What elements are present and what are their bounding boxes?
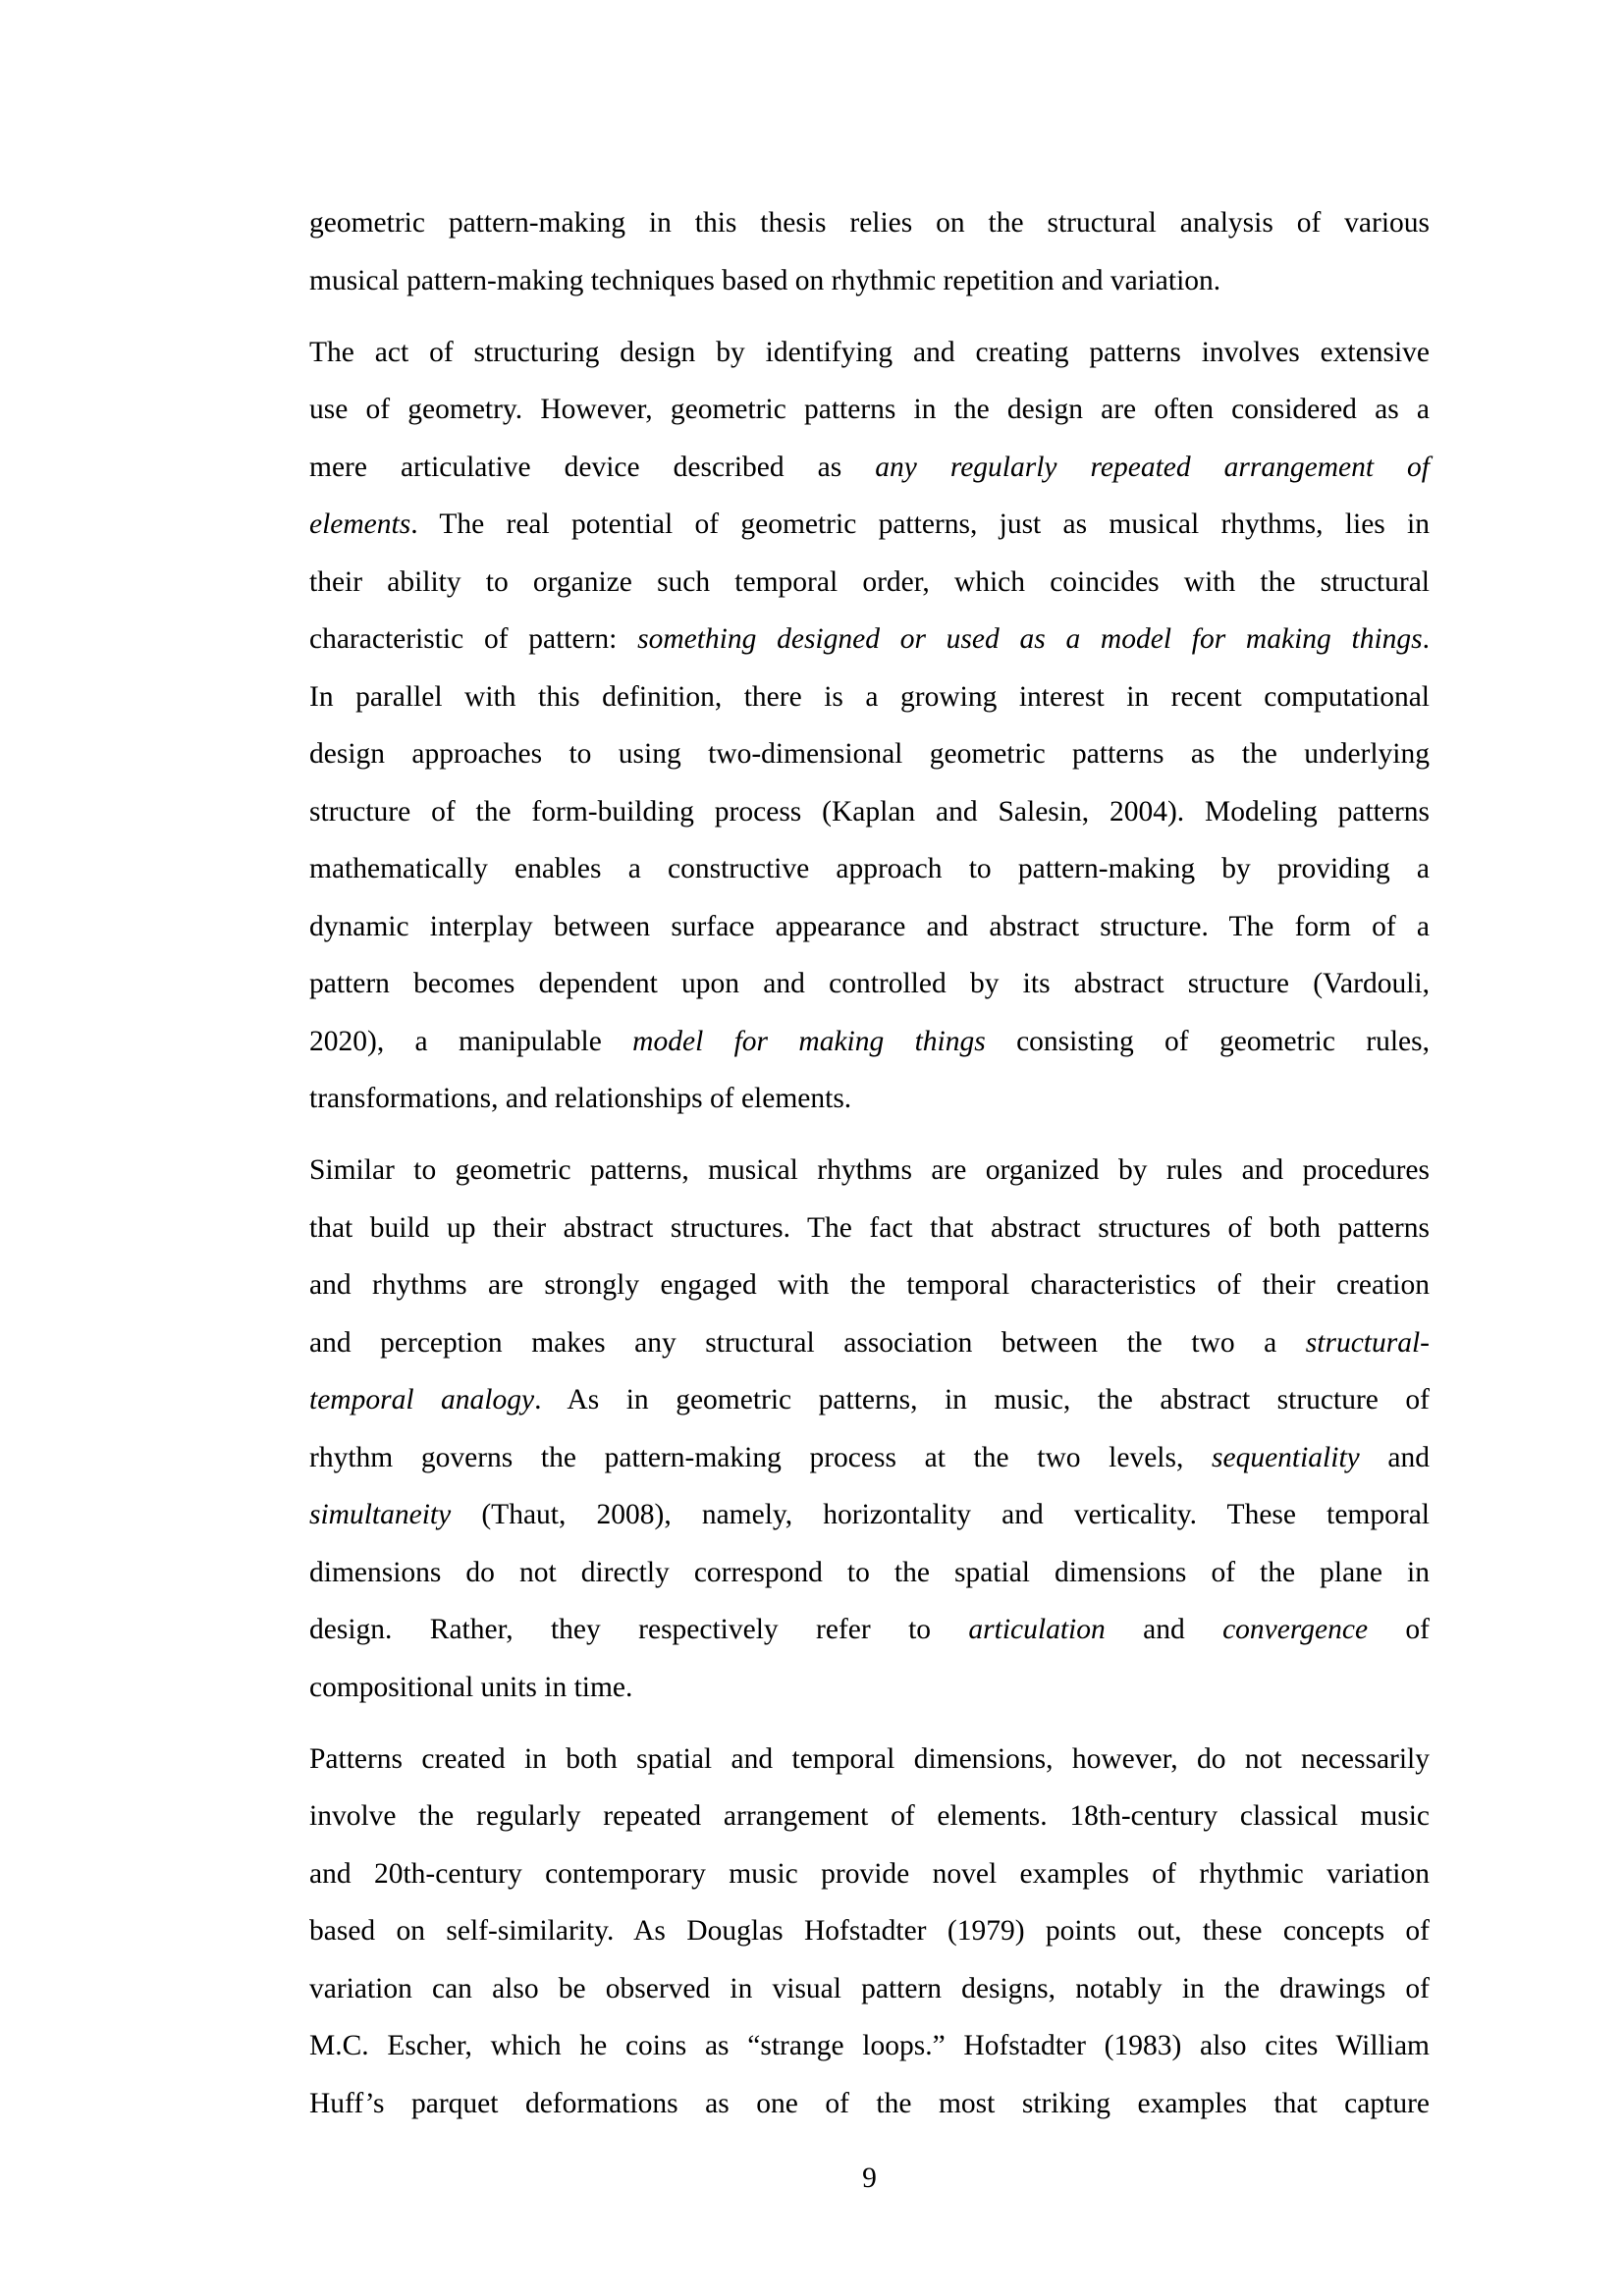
text-run: Patterns created in both spatial and temporal dimensions, however, do not necessarily <box>309 1742 1430 1775</box>
text-line <box>309 1960 1430 2018</box>
text-run: based on self-similarity. As Douglas Hofstadter (1979) points out, these concepts of <box>309 1915 1430 1947</box>
text-run: musical pattern-making techniques based on rhythmic repetition and variation. <box>309 264 1221 296</box>
text-run: mere articulative device described as <box>309 451 876 483</box>
text-run: pattern becomes dependent upon and controlled by its abstract structure (Vardouli, <box>309 968 1430 999</box>
text-line <box>309 1070 1430 1128</box>
text-run: and perception makes any structural association between the two a <box>309 1326 1306 1359</box>
text-line <box>309 2075 1430 2133</box>
text-line <box>309 668 1430 726</box>
italic-text: sequentiality <box>1212 1441 1360 1473</box>
text-run: (Thaut, 2008), namely, horizontality and verticality. These temporal <box>451 1499 1430 1530</box>
page-number: 9 <box>862 2163 877 2194</box>
text-run: dimensions do not directly correspond to the spatial dimensions of the plane in <box>309 1556 1430 1588</box>
paragraph <box>309 324 1430 1128</box>
text-line <box>309 1788 1430 1845</box>
text-line <box>309 252 1430 310</box>
text-run: that build up their abstract structures. The fact that abstract structures of both patterns <box>309 1211 1430 1244</box>
text-line <box>309 324 1430 382</box>
text-run: Huff’s parquet deformations as one of the most striking examples that capture <box>309 2087 1430 2119</box>
text-line <box>309 1371 1430 1429</box>
text-line <box>309 1200 1430 1257</box>
italic-text: temporal analogy <box>309 1384 535 1415</box>
text-line <box>309 194 1430 252</box>
text-run: In parallel with this definition, there is a growing interest in recent computational <box>309 680 1430 713</box>
text-line <box>309 1013 1430 1071</box>
text-line <box>309 1659 1430 1717</box>
text-line <box>309 955 1430 1013</box>
text-run: geometric pattern-making in this thesis relies on the structural analysis of various <box>309 207 1430 239</box>
text-line <box>309 1601 1430 1659</box>
text-run: of <box>1368 1614 1431 1645</box>
text-run: . As in geometric patterns, in music, the abstract structure of <box>534 1384 1431 1415</box>
text-line <box>309 1486 1430 1544</box>
text-line <box>309 2017 1430 2075</box>
text-line <box>309 381 1430 439</box>
text-run: . The real potential of geometric patterns, just as musical rhythms, lies in <box>410 508 1430 540</box>
text-run: M.C. Escher, which he coins as “strange loops.” Hofstadter (1983) also cites William <box>309 2030 1430 2061</box>
text-run: and <box>1105 1614 1223 1645</box>
paragraph <box>309 1142 1430 1716</box>
italic-text: convergence <box>1222 1614 1369 1645</box>
text-line <box>309 1544 1430 1602</box>
text-line <box>309 611 1430 668</box>
text-line <box>309 496 1430 554</box>
text-line <box>309 783 1430 841</box>
text-run: design. Rather, they respectively refer to <box>309 1614 969 1645</box>
paragraph <box>309 1731 1430 2133</box>
text-run: variation can also be observed in visual pattern designs, notably in the drawings of <box>309 1972 1430 2004</box>
italic-text: simultaneity <box>309 1499 452 1530</box>
italic-text: structural- <box>1305 1326 1430 1359</box>
text-run: involve the regularly repeated arrangement of elements. 18th-century classical music <box>309 1800 1430 1832</box>
text-run: rhythm governs the pattern-making process at the two levels, <box>309 1441 1212 1473</box>
text-line <box>309 1731 1430 1789</box>
text-line <box>309 1902 1430 1960</box>
text-run: use of geometry. However, geometric patterns in the design are often considered as a <box>309 394 1430 425</box>
text-run: consisting of geometric rules, <box>985 1025 1430 1057</box>
italic-text: articulation <box>968 1614 1106 1645</box>
italic-text: something designed or used as a model for making things <box>637 623 1423 655</box>
text-line <box>309 1256 1430 1314</box>
text-line <box>309 1142 1430 1200</box>
text-line <box>309 1429 1430 1487</box>
text-run: dynamic interplay between surface appearance and abstract structure. The form of a <box>309 910 1430 942</box>
italic-text: any regularly repeated arrangement of <box>875 451 1430 483</box>
text-line <box>309 554 1430 612</box>
body-text <box>309 194 1430 2147</box>
text-line <box>309 1845 1430 1903</box>
text-line <box>309 1314 1430 1372</box>
text-run: mathematically enables a constructive approach to pattern-making by providing a <box>309 853 1430 884</box>
italic-text: model for making things <box>632 1025 986 1057</box>
text-run: characteristic of pattern: <box>309 623 638 655</box>
text-run: design approaches to using two-dimensional geometric patterns as the underlying <box>309 738 1430 770</box>
italic-text: elements <box>309 508 411 540</box>
text-run: their ability to organize such temporal order, which coincides with the structural <box>309 565 1430 598</box>
text-line <box>309 898 1430 956</box>
text-run: and rhythms are strongly engaged with the temporal characteristics of their creation <box>309 1269 1430 1301</box>
text-run: and 20th-century contemporary music provide novel examples of rhythmic variation <box>309 1857 1430 1890</box>
text-run: structure of the form-building process (Kaplan and Salesin, 2004). Modeling patterns <box>309 795 1430 828</box>
text-line <box>309 840 1430 898</box>
text-run: 2020), a manipulable <box>309 1025 633 1057</box>
text-run: transformations, and relationships of elements. <box>309 1083 852 1114</box>
text-run: Similar to geometric patterns, musical rhythms are organized by rules and procedures <box>309 1154 1430 1186</box>
text-run: and <box>1359 1441 1430 1473</box>
text-run: . <box>1422 623 1430 655</box>
text-run: The act of structuring design by identifying and creating patterns involves extensive <box>309 336 1430 368</box>
text-line <box>309 725 1430 783</box>
paragraph <box>309 194 1430 309</box>
text-run: compositional units in time. <box>309 1671 633 1703</box>
text-line <box>309 439 1430 497</box>
